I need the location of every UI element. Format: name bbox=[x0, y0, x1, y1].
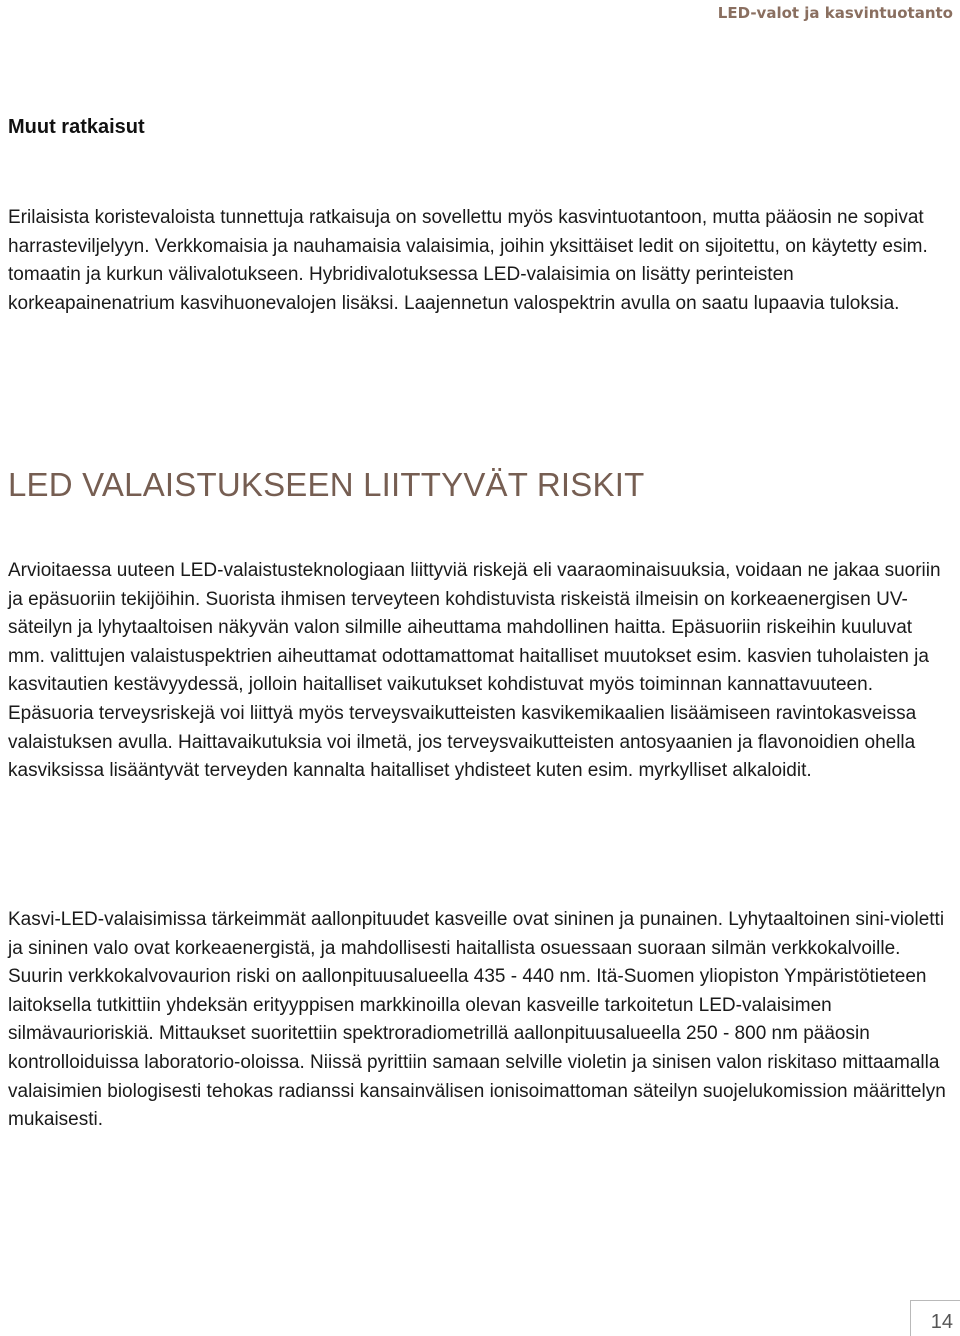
running-header-title: LED-valot ja kasvintuotanto bbox=[717, 4, 953, 22]
section-title-other-solutions: Muut ratkaisut bbox=[8, 116, 145, 138]
paragraph-wavelength-risk: Kasvi-LED-valaisimissa tärkeimmät aallonpituudet kasveille ovat sininen ja punainen. Lyhytaaltoinen sini-violetti ja sininen valo ovat korkeaenergistä, ja mahdollisesti haitallista osuessaan suoraan silmän verkkokalvoille. Suurin verkkokalvovaurion riski on aallonpituusalueella 435 - 440 nm. Itä-Suomen yliopiston Ympäristötieteen laitoksella tutkittiin yhdeksän erityyppisen markkinoilla olevan kasveille tarkoitetun LED-valaisimen silmävaurioriskiä. Mittaukset suoritettiin spektroradiometrillä aallonpituusalueella 250 - 800 nm pääosin kontrolloiduissa laboratorio-oloissa. Niissä pyrittiin samaan selville violetin ja sinisen valon riskitaso mittaamalla valaisimien biologisesti tehokas radianssi kansainvälisen ionisoimattoman säteilyn suojelukomission määrittelyn mukaisesti. bbox=[8, 909, 946, 1131]
paragraph-risk-assessment: Arvioitaessa uuteen LED-valaistusteknologiaan liittyviä riskejä eli vaaraominaisuuksia, voidaan ne jakaa suoriin ja epäsuoriin tekijöihin. Suorista ihmisen terveyteen kohdistuvista riskeistä ilmeisin on korkeaenergisen UV-säteilyn ja lyhytaaltoisen näkyvän valon silmille aiheuttama mahdollinen haitta. Epäsuoriin riskeihin kuuluvat mm. valittujen valaistuspektrien aiheuttamat odottamattomat haitalliset muutokset esim. kasvien tuholaisten ja kasvitautien kestävyydessä, jolloin haitalliset vaikutukset kohdistuvat myös toiminnan kannattavuuteen. Epäsuoria terveysriskejä voi liittyä myös terveysvaikutteisten kasvikemikaalien lisäämiseen ravintokasveissa valaistuksen avulla. Haittavaikutuksia voi ilmetä, jos terveysvaikutteisten antosyaanien ja flavonoidien ohella kasviksissa lisääntyvät terveyden kannalta haitalliset yhdisteet kuten esim. myrkylliset alkaloidit. bbox=[8, 560, 941, 782]
page-number: 14 bbox=[930, 1311, 953, 1333]
paragraph-other-solutions: Erilaisista koristevaloista tunnettuja ratkaisuja on sovellettu myös kasvintuotantoon, mutta pääosin ne sopivat harrasteviljelyyn. Verkkomaisia ja nauhamaisia valaisimia, joihin yksittäiset ledit on sijoitettu, on käytetty esim. tomaatin ja kurkun välivalotukseen. Hybridivalotuksessa LED-valaisimia on lisätty perinteisten korkeapainenatrium kasvihuonevalojen lisäksi. Laajennetun valospektrin avulla on saatu lupaavia tuloksia. bbox=[8, 207, 928, 314]
section-title-led-risks: LED VALAISTUKSEEN LIITTYVÄT RISKIT bbox=[8, 466, 645, 503]
